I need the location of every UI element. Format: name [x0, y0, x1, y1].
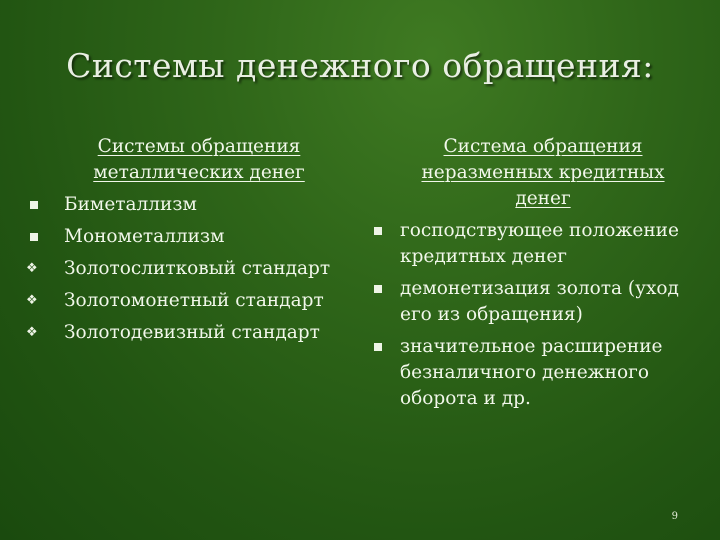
list-item — [24, 224, 354, 250]
list-item-text: Золотомонетный стандарт — [64, 290, 324, 311]
list-item-text: Биметаллизм — [64, 194, 197, 215]
page-number: 9 — [671, 511, 678, 522]
list-item-text: значительное расширение безналичного денежного оборота и др. — [400, 336, 663, 409]
list-item — [368, 334, 698, 412]
left-bullet-list — [24, 192, 354, 346]
list-item-text: Монометаллизм — [64, 226, 225, 247]
right-column-heading: Система обращения неразменных кредитных денег — [421, 136, 665, 209]
list-item-text: Золотослитковый стандарт — [64, 258, 331, 279]
list-item-text: демонетизация золота (уход его из обращения) — [400, 278, 679, 325]
right-column — [368, 134, 698, 412]
right-bullet-list — [368, 218, 698, 412]
list-item — [368, 218, 698, 270]
slide-title: Системы денежного обращения: — [66, 46, 654, 85]
list-item — [368, 276, 698, 328]
list-item-text: Золотодевизный стандарт — [64, 322, 320, 343]
list-item — [24, 288, 354, 314]
list-item — [24, 256, 354, 282]
left-column-heading: Системы обращения металлических денег — [93, 136, 305, 183]
list-item — [24, 192, 354, 218]
list-item — [24, 320, 354, 346]
left-column — [24, 134, 354, 346]
list-item-text: господствующее положение кредитных денег — [400, 220, 679, 267]
